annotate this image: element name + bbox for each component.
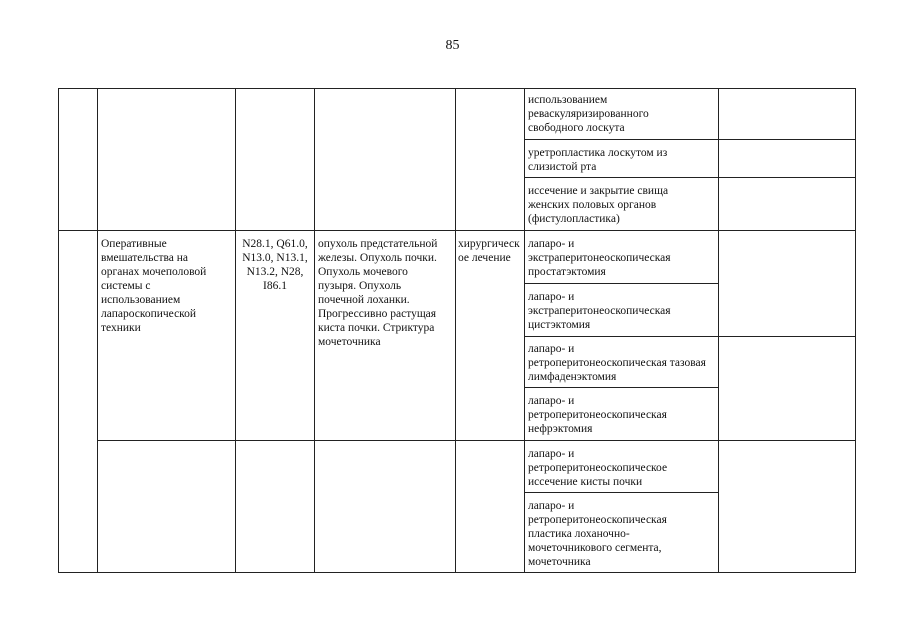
- subrow-divider: [524, 283, 719, 284]
- treatment-cell: лапаро- и ретроперитонеоскопическая тазовая лимфаденэктомия: [528, 343, 706, 383]
- column-divider: [235, 88, 236, 573]
- table-border-left: [58, 88, 59, 573]
- subrow-divider: [524, 139, 856, 140]
- intervention-name-cell: Оперативные вмешательства на органах мочеполовой системы с использованием лапароскопической техники: [101, 238, 207, 334]
- subrow-divider: [524, 387, 719, 388]
- treatment-cell: иссечение и закрытие свища женских половых органов (фистулопластика): [528, 185, 669, 225]
- subrow-divider: [524, 492, 719, 493]
- table-border-bottom: [58, 572, 856, 573]
- treatment-cell: лапаро- и экстраперитонеоскопическая цистэктомия: [528, 291, 671, 331]
- column-divider: [97, 88, 98, 573]
- subrow-divider: [524, 336, 856, 337]
- table-border-top: [58, 88, 856, 89]
- column-divider: [314, 88, 315, 573]
- treatment-type-cell: хирургическ ое лечение: [458, 238, 520, 264]
- row-divider: [58, 230, 856, 231]
- column-divider: [718, 88, 719, 573]
- subrow-divider: [524, 177, 856, 178]
- column-divider: [524, 88, 525, 573]
- treatment-cell: лапаро- и ретроперитонеоскопическая нефрэктомия: [528, 395, 667, 435]
- treatment-cell: уретропластика лоскутом из слизистой рта: [528, 147, 668, 173]
- column-divider: [455, 88, 456, 573]
- treatment-cell: лапаро- и ретроперитонеоскопическое иссечение кисты почки: [528, 448, 668, 488]
- table-border-right: [855, 88, 856, 573]
- icd-codes-cell: N28.1, Q61.0, N13.0, N13.1, N13.2, N28, I86.1: [242, 238, 308, 292]
- treatment-cell: лапаро- и экстраперитонеоскопическая простатэктомия: [528, 238, 671, 278]
- row-divider: [97, 440, 856, 441]
- treatment-cell: лапаро- и ретроперитонеоскопическая пластика лоханочно- мочеточникового сегмента, мочеточника: [528, 500, 667, 568]
- treatment-cell: использованием реваскуляризированного свободного лоскута: [528, 94, 649, 134]
- diagnosis-cell: опухоль предстательной железы. Опухоль почки. Опухоль мочевого пузыря. Опухоль почечной лоханки. Прогрессивно растущая киста почки. Стриктура мочеточника: [318, 238, 438, 348]
- page-number: 85: [445, 38, 460, 53]
